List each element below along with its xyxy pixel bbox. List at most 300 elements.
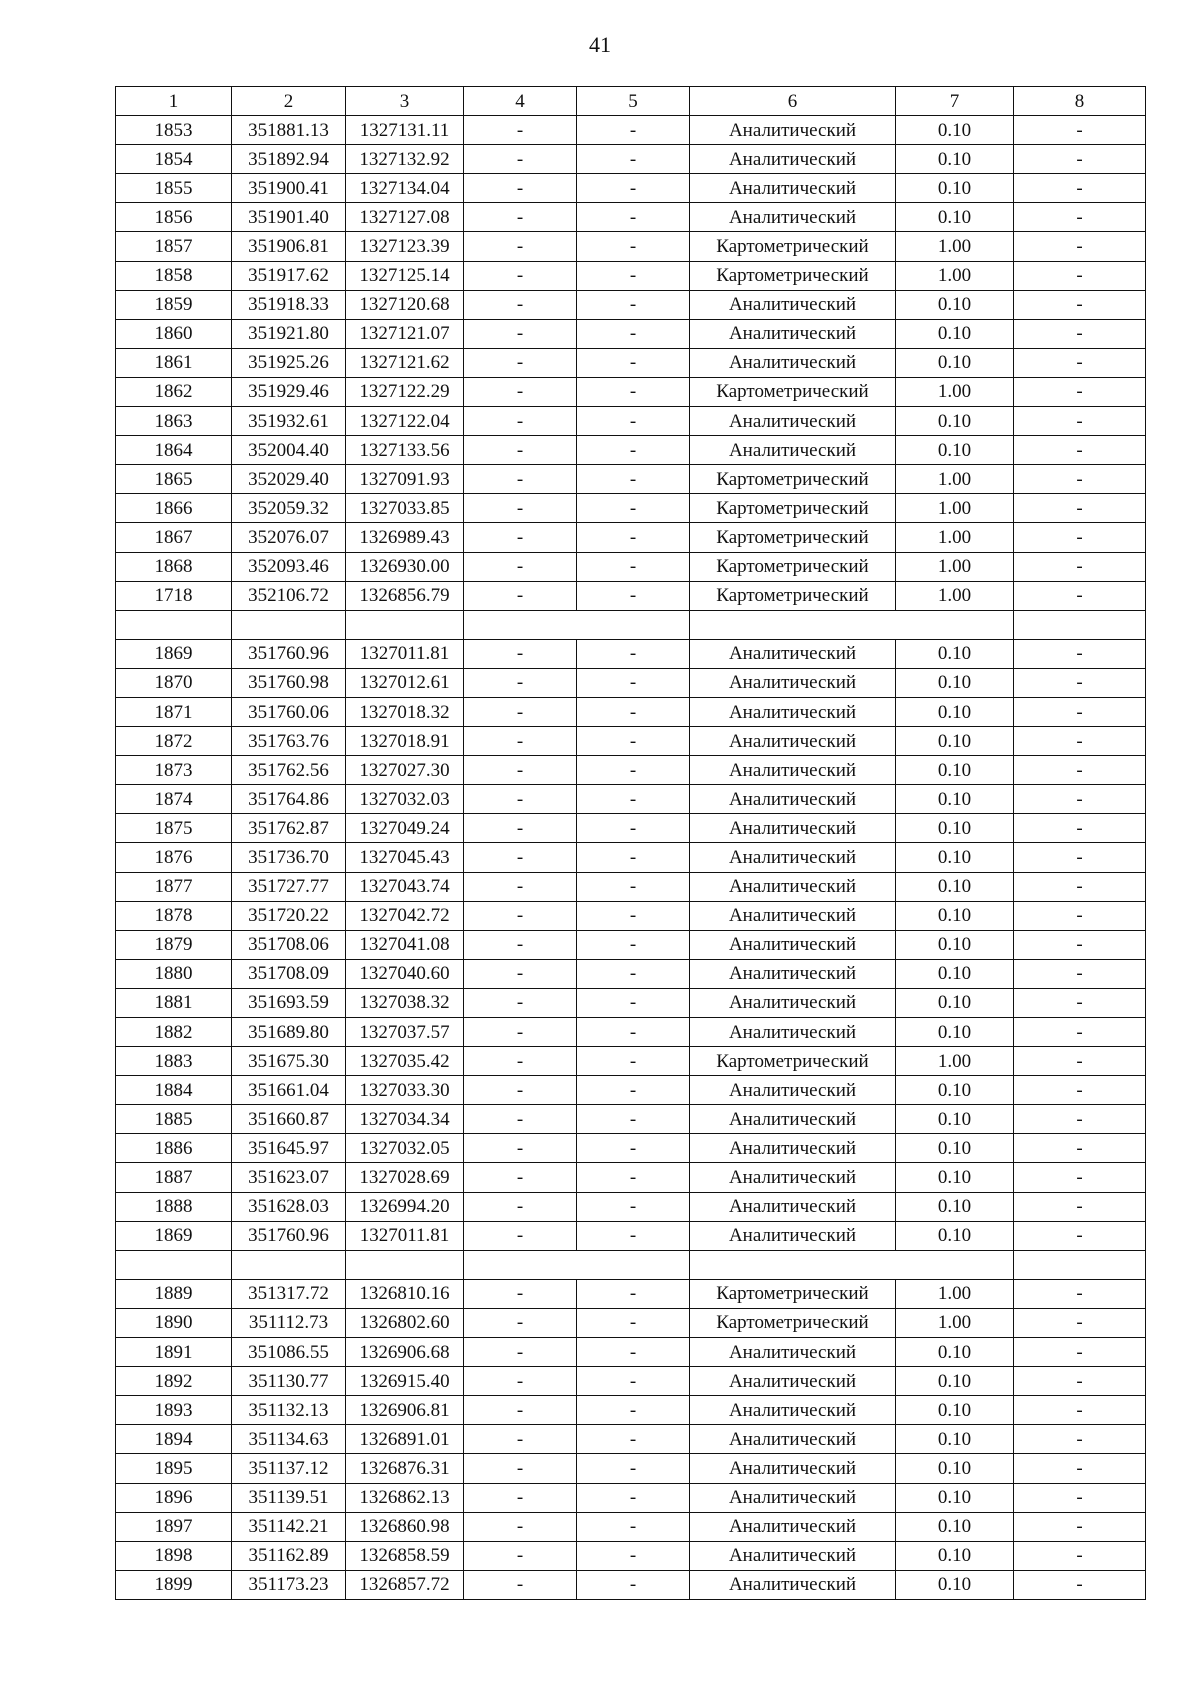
table-cell: 1896 bbox=[116, 1483, 232, 1512]
table-cell: - bbox=[1014, 232, 1146, 261]
table-cell: Картометрический bbox=[690, 465, 896, 494]
table-cell: 1861 bbox=[116, 348, 232, 377]
table-cell: 0.10 bbox=[896, 843, 1014, 872]
table-cell: - bbox=[1014, 901, 1146, 930]
table-cell: - bbox=[464, 116, 577, 145]
table-cell: 351917.62 bbox=[232, 261, 346, 290]
table-cell: Аналитический bbox=[690, 1018, 896, 1047]
table-cell: Аналитический bbox=[690, 756, 896, 785]
table-cell: 1884 bbox=[116, 1076, 232, 1105]
table-cell: 1893 bbox=[116, 1396, 232, 1425]
table-cell: 1327038.32 bbox=[346, 988, 464, 1017]
table-cell: - bbox=[1014, 1396, 1146, 1425]
table-cell: - bbox=[464, 465, 577, 494]
table-cell: - bbox=[464, 1338, 577, 1367]
table-cell: 1.00 bbox=[896, 581, 1014, 610]
table-cell: - bbox=[464, 1541, 577, 1570]
table-cell: 0.10 bbox=[896, 930, 1014, 959]
table-cell: 1853 bbox=[116, 116, 232, 145]
table-cell: - bbox=[577, 843, 690, 872]
table-cell: - bbox=[577, 668, 690, 697]
table-cell: Аналитический bbox=[690, 1221, 896, 1250]
table-cell: 0.10 bbox=[896, 959, 1014, 988]
table-cell: - bbox=[1014, 930, 1146, 959]
table-cell: - bbox=[464, 843, 577, 872]
table-cell: 1327018.91 bbox=[346, 727, 464, 756]
table-cell: 1857 bbox=[116, 232, 232, 261]
table-cell: 351760.96 bbox=[232, 639, 346, 668]
table-row bbox=[116, 668, 1146, 697]
table-cell: - bbox=[1014, 1047, 1146, 1076]
table-cell: 1876 bbox=[116, 843, 232, 872]
column-header: 5 bbox=[577, 87, 690, 116]
table-cell: 1327032.03 bbox=[346, 785, 464, 814]
table-cell: 1878 bbox=[116, 901, 232, 930]
table-cell: Аналитический bbox=[690, 203, 896, 232]
table-cell: - bbox=[577, 523, 690, 552]
table-cell: 351901.40 bbox=[232, 203, 346, 232]
table-cell: 1327011.81 bbox=[346, 639, 464, 668]
table-cell: - bbox=[1014, 988, 1146, 1017]
table-cell: - bbox=[1014, 1541, 1146, 1570]
table-cell: Аналитический bbox=[690, 727, 896, 756]
table-row bbox=[116, 697, 1146, 726]
table-row bbox=[116, 1570, 1146, 1599]
table-row bbox=[116, 959, 1146, 988]
table-cell: - bbox=[1014, 116, 1146, 145]
table-cell: - bbox=[464, 581, 577, 610]
table-cell: - bbox=[577, 727, 690, 756]
table-cell: 0.10 bbox=[896, 348, 1014, 377]
table-cell: - bbox=[577, 639, 690, 668]
table-cell: Аналитический bbox=[690, 1338, 896, 1367]
separator-row bbox=[116, 610, 1146, 639]
table-cell: - bbox=[464, 319, 577, 348]
table-row bbox=[116, 1221, 1146, 1250]
table-cell: 1.00 bbox=[896, 552, 1014, 581]
table-cell: - bbox=[1014, 756, 1146, 785]
table-cell: 351763.76 bbox=[232, 727, 346, 756]
table-cell: 1868 bbox=[116, 552, 232, 581]
table-cell: 0.10 bbox=[896, 697, 1014, 726]
table-cell: - bbox=[1014, 552, 1146, 581]
table-cell: 1864 bbox=[116, 436, 232, 465]
table-cell: Аналитический bbox=[690, 407, 896, 436]
table-cell: 351736.70 bbox=[232, 843, 346, 872]
table-cell: 1327121.62 bbox=[346, 348, 464, 377]
separator-row bbox=[116, 1250, 1146, 1279]
column-header: 7 bbox=[896, 87, 1014, 116]
table-cell: 1897 bbox=[116, 1512, 232, 1541]
table-cell: 351134.63 bbox=[232, 1425, 346, 1454]
table-cell: Аналитический bbox=[690, 1192, 896, 1221]
table-cell: 0.10 bbox=[896, 436, 1014, 465]
table-cell: 1890 bbox=[116, 1308, 232, 1337]
table-cell: Аналитический bbox=[690, 988, 896, 1017]
table-cell: 1856 bbox=[116, 203, 232, 232]
table-cell: 1865 bbox=[116, 465, 232, 494]
table-cell: 351708.09 bbox=[232, 959, 346, 988]
table-cell: - bbox=[464, 785, 577, 814]
table-cell: 0.10 bbox=[896, 174, 1014, 203]
table-cell: 1882 bbox=[116, 1018, 232, 1047]
table-cell: - bbox=[577, 290, 690, 319]
table-cell: 0.10 bbox=[896, 756, 1014, 785]
table-cell: - bbox=[1014, 1338, 1146, 1367]
table-cell: 0.10 bbox=[896, 1396, 1014, 1425]
table-cell: 351317.72 bbox=[232, 1279, 346, 1308]
table-cell: - bbox=[577, 1308, 690, 1337]
table-cell: 352106.72 bbox=[232, 581, 346, 610]
table-cell: 1327027.30 bbox=[346, 756, 464, 785]
empty-cell bbox=[1014, 610, 1146, 639]
table-cell: 1327043.74 bbox=[346, 872, 464, 901]
table-cell: - bbox=[464, 494, 577, 523]
table-row bbox=[116, 232, 1146, 261]
table-cell: Аналитический bbox=[690, 668, 896, 697]
table-cell: 1326989.43 bbox=[346, 523, 464, 552]
table-cell: 351929.46 bbox=[232, 377, 346, 406]
table-row bbox=[116, 290, 1146, 319]
table-cell: 351623.07 bbox=[232, 1163, 346, 1192]
table-cell: 0.10 bbox=[896, 1105, 1014, 1134]
table-cell: 1881 bbox=[116, 988, 232, 1017]
table-cell: - bbox=[464, 1570, 577, 1599]
table-cell: 1327132.92 bbox=[346, 145, 464, 174]
table-cell: 1327034.34 bbox=[346, 1105, 464, 1134]
table-cell: 351760.06 bbox=[232, 697, 346, 726]
table-cell: 351727.77 bbox=[232, 872, 346, 901]
table-cell: - bbox=[577, 756, 690, 785]
table-cell: 1327133.56 bbox=[346, 436, 464, 465]
table-cell: 351760.98 bbox=[232, 668, 346, 697]
table-cell: 351645.97 bbox=[232, 1134, 346, 1163]
table-cell: 351173.23 bbox=[232, 1570, 346, 1599]
table-row bbox=[116, 145, 1146, 174]
empty-cell bbox=[116, 1250, 232, 1279]
table-cell: 1888 bbox=[116, 1192, 232, 1221]
table-cell: 1874 bbox=[116, 785, 232, 814]
table-cell: - bbox=[1014, 1134, 1146, 1163]
table-cell: - bbox=[1014, 1221, 1146, 1250]
table-cell: 1.00 bbox=[896, 1279, 1014, 1308]
table-cell: 1873 bbox=[116, 756, 232, 785]
table-cell: - bbox=[577, 203, 690, 232]
table-cell: 1327045.43 bbox=[346, 843, 464, 872]
table-cell: - bbox=[577, 901, 690, 930]
table-cell: 0.10 bbox=[896, 1134, 1014, 1163]
table-cell: 1855 bbox=[116, 174, 232, 203]
table-cell: 351900.41 bbox=[232, 174, 346, 203]
table-cell: - bbox=[577, 174, 690, 203]
table-cell: - bbox=[464, 1367, 577, 1396]
table-row bbox=[116, 465, 1146, 494]
table-cell: 1327035.42 bbox=[346, 1047, 464, 1076]
table-cell: 351918.33 bbox=[232, 290, 346, 319]
table-cell: 1327040.60 bbox=[346, 959, 464, 988]
table-cell: - bbox=[464, 1483, 577, 1512]
empty-cell bbox=[346, 1250, 464, 1279]
table-cell: - bbox=[1014, 581, 1146, 610]
table-cell: - bbox=[464, 348, 577, 377]
table-cell: - bbox=[577, 1425, 690, 1454]
table-cell: 0.10 bbox=[896, 639, 1014, 668]
table-cell: 1867 bbox=[116, 523, 232, 552]
coordinates-table bbox=[115, 86, 1146, 1600]
table-cell: 351762.87 bbox=[232, 814, 346, 843]
table-cell: 1.00 bbox=[896, 523, 1014, 552]
table-cell: 0.10 bbox=[896, 1076, 1014, 1105]
table-cell: - bbox=[577, 407, 690, 436]
table-body bbox=[116, 116, 1146, 1600]
table-cell: 1326891.01 bbox=[346, 1425, 464, 1454]
table-cell: Картометрический bbox=[690, 1047, 896, 1076]
table-cell: 1327125.14 bbox=[346, 261, 464, 290]
table-cell: - bbox=[464, 552, 577, 581]
column-header: 6 bbox=[690, 87, 896, 116]
table-cell: 1327121.07 bbox=[346, 319, 464, 348]
table-cell: - bbox=[1014, 174, 1146, 203]
table-cell: 351139.51 bbox=[232, 1483, 346, 1512]
table-cell: 1.00 bbox=[896, 232, 1014, 261]
table-cell: - bbox=[464, 290, 577, 319]
table-cell: - bbox=[464, 232, 577, 261]
table-cell: 1327032.05 bbox=[346, 1134, 464, 1163]
table-cell: 0.10 bbox=[896, 668, 1014, 697]
table-row bbox=[116, 523, 1146, 552]
table-cell: Аналитический bbox=[690, 785, 896, 814]
table-cell: 1327011.81 bbox=[346, 1221, 464, 1250]
table-cell: 1326862.13 bbox=[346, 1483, 464, 1512]
table-cell: 1889 bbox=[116, 1279, 232, 1308]
table-cell: - bbox=[464, 1425, 577, 1454]
table-cell: - bbox=[1014, 843, 1146, 872]
table-row bbox=[116, 1541, 1146, 1570]
table-cell: - bbox=[1014, 1425, 1146, 1454]
table-row bbox=[116, 639, 1146, 668]
table-cell: 1866 bbox=[116, 494, 232, 523]
table-cell: Картометрический bbox=[690, 261, 896, 290]
table-row bbox=[116, 407, 1146, 436]
table-cell: - bbox=[1014, 1512, 1146, 1541]
table-cell: Аналитический bbox=[690, 1454, 896, 1483]
table-cell: 1887 bbox=[116, 1163, 232, 1192]
table-cell: 1327049.24 bbox=[346, 814, 464, 843]
table-cell: 1858 bbox=[116, 261, 232, 290]
table-cell: 0.10 bbox=[896, 290, 1014, 319]
table-cell: - bbox=[464, 377, 577, 406]
table-cell: - bbox=[464, 930, 577, 959]
table-cell: - bbox=[1014, 1570, 1146, 1599]
table-row bbox=[116, 1047, 1146, 1076]
table-cell: - bbox=[577, 232, 690, 261]
table-cell: 0.10 bbox=[896, 407, 1014, 436]
table-cell: Картометрический bbox=[690, 494, 896, 523]
table-cell: 351892.94 bbox=[232, 145, 346, 174]
table-row bbox=[116, 901, 1146, 930]
table-cell: 1718 bbox=[116, 581, 232, 610]
table-cell: 0.10 bbox=[896, 1483, 1014, 1512]
table-cell: 0.10 bbox=[896, 145, 1014, 174]
table-cell: 1327037.57 bbox=[346, 1018, 464, 1047]
table-cell: 1892 bbox=[116, 1367, 232, 1396]
table-cell: 1875 bbox=[116, 814, 232, 843]
table-cell: 1.00 bbox=[896, 1308, 1014, 1337]
table-cell: - bbox=[464, 1396, 577, 1425]
table-cell: Аналитический bbox=[690, 436, 896, 465]
table-cell: 351921.80 bbox=[232, 319, 346, 348]
column-header: 1 bbox=[116, 87, 232, 116]
table-cell: - bbox=[464, 1047, 577, 1076]
table-cell: - bbox=[464, 697, 577, 726]
table-cell: - bbox=[464, 261, 577, 290]
table-cell: - bbox=[577, 872, 690, 901]
table-cell: 1326994.20 bbox=[346, 1192, 464, 1221]
table-cell: - bbox=[577, 494, 690, 523]
table-cell: 0.10 bbox=[896, 116, 1014, 145]
table-cell: - bbox=[1014, 436, 1146, 465]
table-cell: 351760.96 bbox=[232, 1221, 346, 1250]
table-cell: 351881.13 bbox=[232, 116, 346, 145]
empty-cell bbox=[116, 610, 232, 639]
table-cell: 1326802.60 bbox=[346, 1308, 464, 1337]
table-cell: - bbox=[1014, 203, 1146, 232]
table-cell: - bbox=[577, 1454, 690, 1483]
empty-cell bbox=[346, 610, 464, 639]
table-cell: 0.10 bbox=[896, 1221, 1014, 1250]
table-cell: 0.10 bbox=[896, 1454, 1014, 1483]
table-cell: 1894 bbox=[116, 1425, 232, 1454]
table-cell: - bbox=[577, 930, 690, 959]
table-cell: - bbox=[464, 523, 577, 552]
table-cell: 0.10 bbox=[896, 901, 1014, 930]
table-cell: 1859 bbox=[116, 290, 232, 319]
table-cell: 0.10 bbox=[896, 1541, 1014, 1570]
table-cell: - bbox=[1014, 1367, 1146, 1396]
table-cell: 0.10 bbox=[896, 1367, 1014, 1396]
table-row bbox=[116, 1338, 1146, 1367]
table-cell: 351086.55 bbox=[232, 1338, 346, 1367]
table-cell: 0.10 bbox=[896, 1163, 1014, 1192]
table-row bbox=[116, 436, 1146, 465]
table-cell: Аналитический bbox=[690, 872, 896, 901]
table-cell: - bbox=[464, 1105, 577, 1134]
table-cell: - bbox=[464, 988, 577, 1017]
table-cell: Аналитический bbox=[690, 1367, 896, 1396]
table-row bbox=[116, 494, 1146, 523]
table-cell: - bbox=[464, 174, 577, 203]
table-cell: 0.10 bbox=[896, 1018, 1014, 1047]
table-cell: Картометрический bbox=[690, 552, 896, 581]
table-cell: 1327122.29 bbox=[346, 377, 464, 406]
column-header: 4 bbox=[464, 87, 577, 116]
table-cell: - bbox=[1014, 1483, 1146, 1512]
table-cell: - bbox=[577, 1279, 690, 1308]
table-header-row bbox=[116, 87, 1146, 116]
table-cell: 0.10 bbox=[896, 1338, 1014, 1367]
table-cell: Аналитический bbox=[690, 319, 896, 348]
table-cell: 1.00 bbox=[896, 1047, 1014, 1076]
table-row bbox=[116, 785, 1146, 814]
table-row bbox=[116, 174, 1146, 203]
table-cell: 1326860.98 bbox=[346, 1512, 464, 1541]
table-cell: Аналитический bbox=[690, 814, 896, 843]
table-cell: 351675.30 bbox=[232, 1047, 346, 1076]
table-cell: 351906.81 bbox=[232, 232, 346, 261]
table-cell: - bbox=[464, 1134, 577, 1163]
table-cell: - bbox=[464, 814, 577, 843]
table-cell: - bbox=[577, 1076, 690, 1105]
table-cell: 0.10 bbox=[896, 1570, 1014, 1599]
table-cell: - bbox=[1014, 1192, 1146, 1221]
table-cell: - bbox=[577, 1541, 690, 1570]
table-cell: Аналитический bbox=[690, 174, 896, 203]
table-cell: Картометрический bbox=[690, 1308, 896, 1337]
table-cell: - bbox=[577, 1483, 690, 1512]
table-cell: - bbox=[1014, 377, 1146, 406]
table-cell: 351162.89 bbox=[232, 1541, 346, 1570]
table-cell: 0.10 bbox=[896, 872, 1014, 901]
table-row bbox=[116, 1192, 1146, 1221]
table-cell: 351925.26 bbox=[232, 348, 346, 377]
table-cell: Картометрический bbox=[690, 232, 896, 261]
table-cell: - bbox=[1014, 145, 1146, 174]
table-cell: - bbox=[464, 756, 577, 785]
empty-cell bbox=[690, 610, 1014, 639]
table-cell: - bbox=[1014, 1308, 1146, 1337]
table-cell: - bbox=[1014, 1105, 1146, 1134]
table-cell: - bbox=[464, 668, 577, 697]
table-row bbox=[116, 1454, 1146, 1483]
table-cell: 351137.12 bbox=[232, 1454, 346, 1483]
table-cell: - bbox=[464, 1221, 577, 1250]
table-row bbox=[116, 552, 1146, 581]
table-cell: 0.10 bbox=[896, 319, 1014, 348]
table-cell: - bbox=[1014, 727, 1146, 756]
table-row bbox=[116, 1396, 1146, 1425]
table-cell: 352029.40 bbox=[232, 465, 346, 494]
table-cell: 351720.22 bbox=[232, 901, 346, 930]
table-row bbox=[116, 727, 1146, 756]
table-cell: Аналитический bbox=[690, 1105, 896, 1134]
table-cell: 1326810.16 bbox=[346, 1279, 464, 1308]
table-cell: - bbox=[577, 1047, 690, 1076]
table-cell: 351689.80 bbox=[232, 1018, 346, 1047]
table-cell: - bbox=[464, 1018, 577, 1047]
table-cell: 0.10 bbox=[896, 1512, 1014, 1541]
table-cell: Аналитический bbox=[690, 116, 896, 145]
table-cell: - bbox=[577, 1192, 690, 1221]
table-cell: 1326856.79 bbox=[346, 581, 464, 610]
table-row bbox=[116, 1279, 1146, 1308]
table-cell: 1327012.61 bbox=[346, 668, 464, 697]
table-cell: - bbox=[464, 959, 577, 988]
table-row bbox=[116, 1163, 1146, 1192]
table-cell: - bbox=[464, 1279, 577, 1308]
table-cell: - bbox=[464, 727, 577, 756]
table-cell: Аналитический bbox=[690, 1570, 896, 1599]
table-cell: 1326906.81 bbox=[346, 1396, 464, 1425]
table-cell: Аналитический bbox=[690, 145, 896, 174]
table-cell: - bbox=[464, 1512, 577, 1541]
table-cell: Аналитический bbox=[690, 1163, 896, 1192]
table-cell: 352004.40 bbox=[232, 436, 346, 465]
table-cell: Аналитический bbox=[690, 1541, 896, 1570]
table-cell: - bbox=[577, 959, 690, 988]
table-cell: 1.00 bbox=[896, 465, 1014, 494]
table-cell: 1891 bbox=[116, 1338, 232, 1367]
table-cell: 1327041.08 bbox=[346, 930, 464, 959]
